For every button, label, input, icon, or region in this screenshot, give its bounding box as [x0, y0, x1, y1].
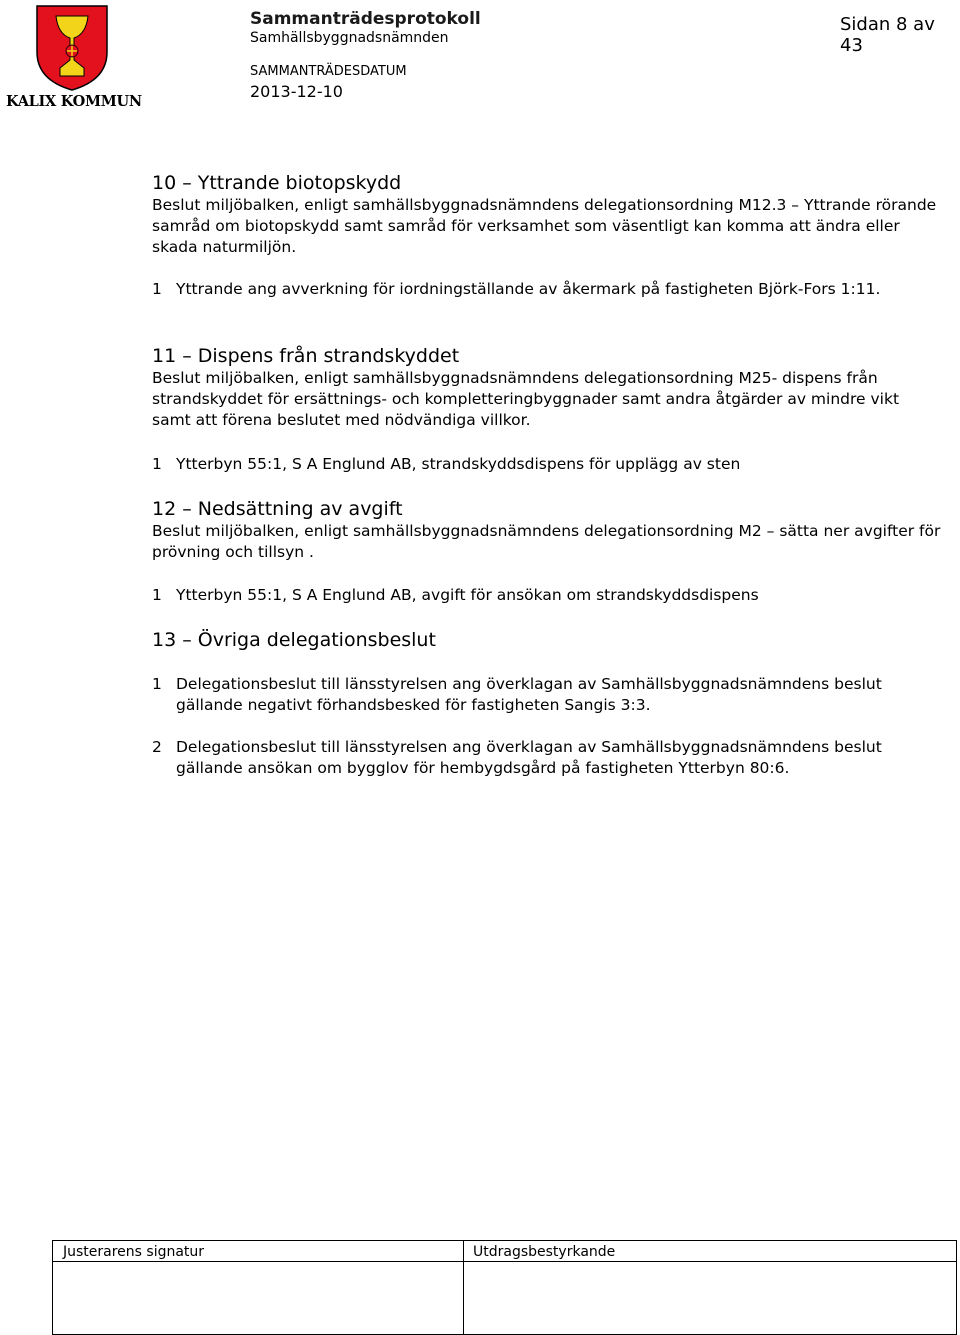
extract-certification-label: Utdragsbestyrkande	[473, 1244, 616, 1260]
section-heading: 12 – Nedsättning av avgift	[152, 498, 403, 520]
list-item	[152, 737, 942, 779]
list-item	[152, 279, 942, 300]
item-text: Delegationsbeslut till länsstyrelsen ang överklagan av Samhällsbyggnadsnämndens beslut gällande ansökan om bygglov för hembygdsgård på fastigheten Ytterbyn 80:6.	[176, 738, 882, 777]
logo-wordmark: KALIX KOMMUN	[6, 93, 142, 110]
municipality-logo	[6, 4, 146, 108]
item-number: 2	[152, 738, 162, 756]
meeting-date-label: SAMMANTRÄDESDATUM	[250, 64, 407, 79]
item-number: 1	[152, 675, 162, 693]
section-heading: 10 – Yttrande biotopskydd	[152, 172, 402, 194]
section-heading: 13 – Övriga delegationsbeslut	[152, 629, 436, 651]
signature-box-column-divider	[463, 1241, 464, 1334]
item-text: Delegationsbeslut till länsstyrelsen ang överklagan av Samhällsbyggnadsnämndens beslut gällande negativt förhandsbesked för fastigheten Sangis 3:3.	[176, 675, 882, 714]
document-title: Sammanträdesprotokoll	[250, 9, 481, 29]
section-10	[152, 171, 942, 258]
list-item	[152, 585, 942, 606]
item-text: Yttrande ang avverkning för iordningställande av åkermark på fastigheten Björk-Fors 1:11.	[176, 280, 881, 298]
page-number: Sidan 8 av 43	[840, 14, 935, 56]
list-item	[152, 454, 942, 475]
section-11	[152, 344, 942, 431]
section-text: Beslut miljöbalken, enligt samhällsbyggnadsnämndens delegationsordning M2 – sätta ner avgifter för prövning och tillsyn .	[152, 522, 941, 561]
section-13	[152, 628, 942, 652]
signature-box	[52, 1240, 957, 1335]
section-text: Beslut miljöbalken, enligt samhällsbyggnadsnämndens delegationsordning M25- dispens från strandskyddet för ersättnings- och kompletteringbyggnader samt andra åtgärder av mindre vikt samt att förena beslutet med nödvändiga villkor.	[152, 369, 900, 429]
item-text: Ytterbyn 55:1, S A Englund AB, avgift för ansökan om strandskyddsdispens	[176, 586, 759, 604]
item-number: 1	[152, 586, 162, 604]
section-text: Beslut miljöbalken, enligt samhällsbyggnadsnämndens delegationsordning M12.3 – Yttrande rörande samråd om biotopskydd samt samråd för verksamhet som väsentligt kan komma att ändra eller skada naturmiljön.	[152, 196, 937, 256]
meeting-date: 2013-12-10	[250, 82, 343, 101]
list-item	[152, 674, 942, 716]
reviewer-signature-label: Justerarens signatur	[63, 1244, 205, 1260]
signature-box-divider	[53, 1261, 956, 1262]
item-number: 1	[152, 280, 162, 298]
coat-of-arms-icon	[6, 4, 146, 92]
section-heading: 11 – Dispens från strandskyddet	[152, 345, 460, 367]
item-text: Ytterbyn 55:1, S A Englund AB, strandskyddsdispens för upplägg av sten	[176, 455, 741, 473]
committee-name: Samhällsbyggnadsnämnden	[250, 30, 449, 46]
section-12	[152, 497, 942, 563]
item-number: 1	[152, 455, 162, 473]
